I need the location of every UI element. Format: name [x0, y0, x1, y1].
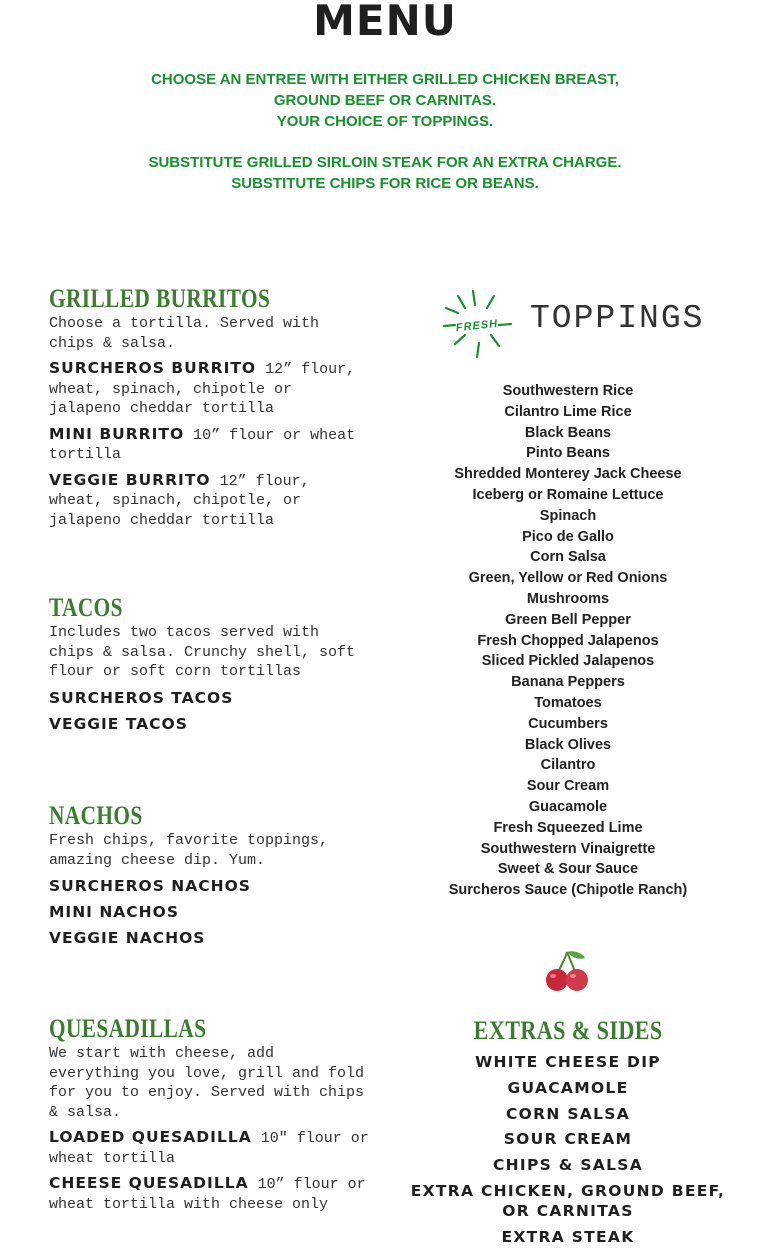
menu-item	[49, 425, 369, 465]
topping-item: Black Olives	[524, 736, 612, 753]
intro-line: SUBSTITUTE CHIPS FOR RICE OR BEANS.	[231, 175, 539, 192]
extras-item: SOUR CREAM	[503, 1130, 633, 1149]
intro-line: SUBSTITUTE GRILLED SIRLOIN STEAK FOR AN EXTRA CHARGE.	[148, 154, 622, 171]
topping-item: Southwestern Rice	[502, 383, 634, 399]
page-title: MENU	[313, 0, 457, 45]
intro-line: YOUR CHOICE OF TOPPINGS.	[276, 113, 494, 130]
topping-item: Surcheros Sauce (Chipotle Ranch)	[448, 882, 688, 899]
topping-item: Pico de Gallo	[522, 528, 614, 545]
topping-item: Pinto Beans	[526, 445, 610, 462]
section-description: Choose a tortilla. Served with chips & salsa.	[49, 315, 320, 352]
topping-item: Southwestern Vinaigrette	[480, 840, 656, 857]
topping-item: Cilantro	[540, 757, 596, 774]
extras-title	[418, 1016, 718, 1046]
section-description: Fresh chips, favorite toppings, amazing cheese dip. Yum.	[49, 832, 329, 869]
topping-item: Green Bell Pepper	[505, 611, 631, 628]
topping-item: Cilantro Lime Rice	[504, 403, 632, 420]
extras-list	[408, 1052, 728, 1253]
topping-item: Sweet & Sour Sauce	[497, 861, 639, 878]
section-quesadillas	[49, 1014, 369, 1214]
menu-item	[49, 1174, 369, 1214]
toppings-header	[441, 288, 731, 360]
extras-item: CHIPS & SALSA	[492, 1156, 644, 1175]
topping-item: Shredded Monterey Jack Cheese	[454, 466, 682, 483]
toppings-list	[418, 381, 718, 901]
menu-item-detail: 10" flour or wheat tortilla	[49, 1130, 369, 1167]
topping-item: Fresh Squeezed Lime	[493, 819, 643, 836]
extras-item: EXTRA CHICKEN, GROUND BEEF, OR CARNITAS	[410, 1181, 726, 1220]
topping-item: Banana Peppers	[511, 674, 625, 691]
fresh-badge-text: FRESH	[455, 317, 499, 335]
section-description: Includes two tacos served with chips & salsa. Crunchy shell, soft flour or soft corn tortillas	[49, 624, 356, 680]
intro-line: GROUND BEEF OR CARNITAS.	[273, 92, 497, 109]
section-burritos	[49, 284, 369, 530]
topping-item: Tomatoes	[534, 694, 602, 711]
intro-line: CHOOSE AN ENTREE WITH EITHER GRILLED CHICKEN BREAST,	[151, 71, 619, 88]
section-title: NACHOS	[49, 801, 143, 830]
topping-item: Corn Salsa	[530, 549, 606, 566]
topping-item: Guacamole	[528, 798, 608, 815]
menu-item-name: CHEESE QUESADILLA	[49, 1174, 249, 1192]
topping-item: Black Beans	[524, 424, 612, 441]
topping-item: Sour Cream	[526, 778, 610, 795]
toppings-title: TOPPINGS	[530, 300, 705, 337]
menu-item-name: SURCHEROS TACOS	[49, 688, 234, 707]
topping-item: Sliced Pickled Jalapenos	[481, 653, 655, 670]
extras-title-text: EXTRAS & SIDES	[473, 1016, 663, 1045]
menu-item-name: LOADED QUESADILLA	[49, 1128, 252, 1146]
menu-item-name: VEGGIE TACOS	[49, 714, 188, 733]
section-title: GRILLED BURRITOS	[49, 284, 271, 313]
extras-item: EXTRA STEAK	[501, 1227, 635, 1246]
topping-item: Spinach	[539, 507, 597, 524]
menu-item	[49, 471, 369, 531]
section-nachos	[49, 801, 369, 948]
menu-item-detail: 12” flour, wheat, spinach, chipotle, or jalapeno cheddar tortilla	[49, 472, 310, 529]
menu-item-detail: 10” flour or wheat tortilla with cheese only	[49, 1176, 366, 1213]
fresh-burst-icon	[441, 288, 513, 360]
menu-item-name: VEGGIE NACHOS	[49, 929, 206, 947]
intro-text	[0, 69, 770, 194]
section-description: We start with cheese, add everything you love, grill and fold for you to enjoy. Served with chips & salsa.	[49, 1045, 365, 1121]
extras-item: CORN SALSA	[505, 1104, 631, 1123]
topping-item: Mushrooms	[526, 590, 610, 607]
menu-item-name: SURCHEROS NACHOS	[49, 877, 251, 895]
menu-item-detail: 10” flour or wheat tortilla	[49, 426, 356, 463]
section-title: QUESADILLAS	[49, 1014, 207, 1043]
menu-item	[49, 1128, 369, 1168]
menu-item-detail: 12” flour, wheat, spinach, chipotle or jalapeno cheddar tortilla	[49, 361, 356, 417]
extras-item: WHITE CHEESE DIP	[475, 1053, 661, 1071]
topping-item: Cucumbers	[528, 715, 608, 732]
menu-item-name: MINI NACHOS	[49, 903, 179, 921]
topping-item: Green, Yellow or Red Onions	[468, 570, 668, 587]
section-tacos	[49, 593, 369, 734]
topping-item: Iceberg or Romaine Lettuce	[472, 486, 664, 503]
section-title: TACOS	[49, 593, 123, 622]
menu-item-name: VEGGIE BURRITO	[49, 470, 211, 489]
menu-item-name: SURCHEROS BURRITO	[49, 359, 257, 377]
cherry-icon	[543, 948, 593, 994]
extras-item: GUACAMOLE	[507, 1078, 629, 1097]
topping-item: Fresh Chopped Jalapenos	[477, 632, 659, 649]
menu-item-name: MINI BURRITO	[49, 424, 185, 443]
menu-item	[49, 359, 369, 419]
